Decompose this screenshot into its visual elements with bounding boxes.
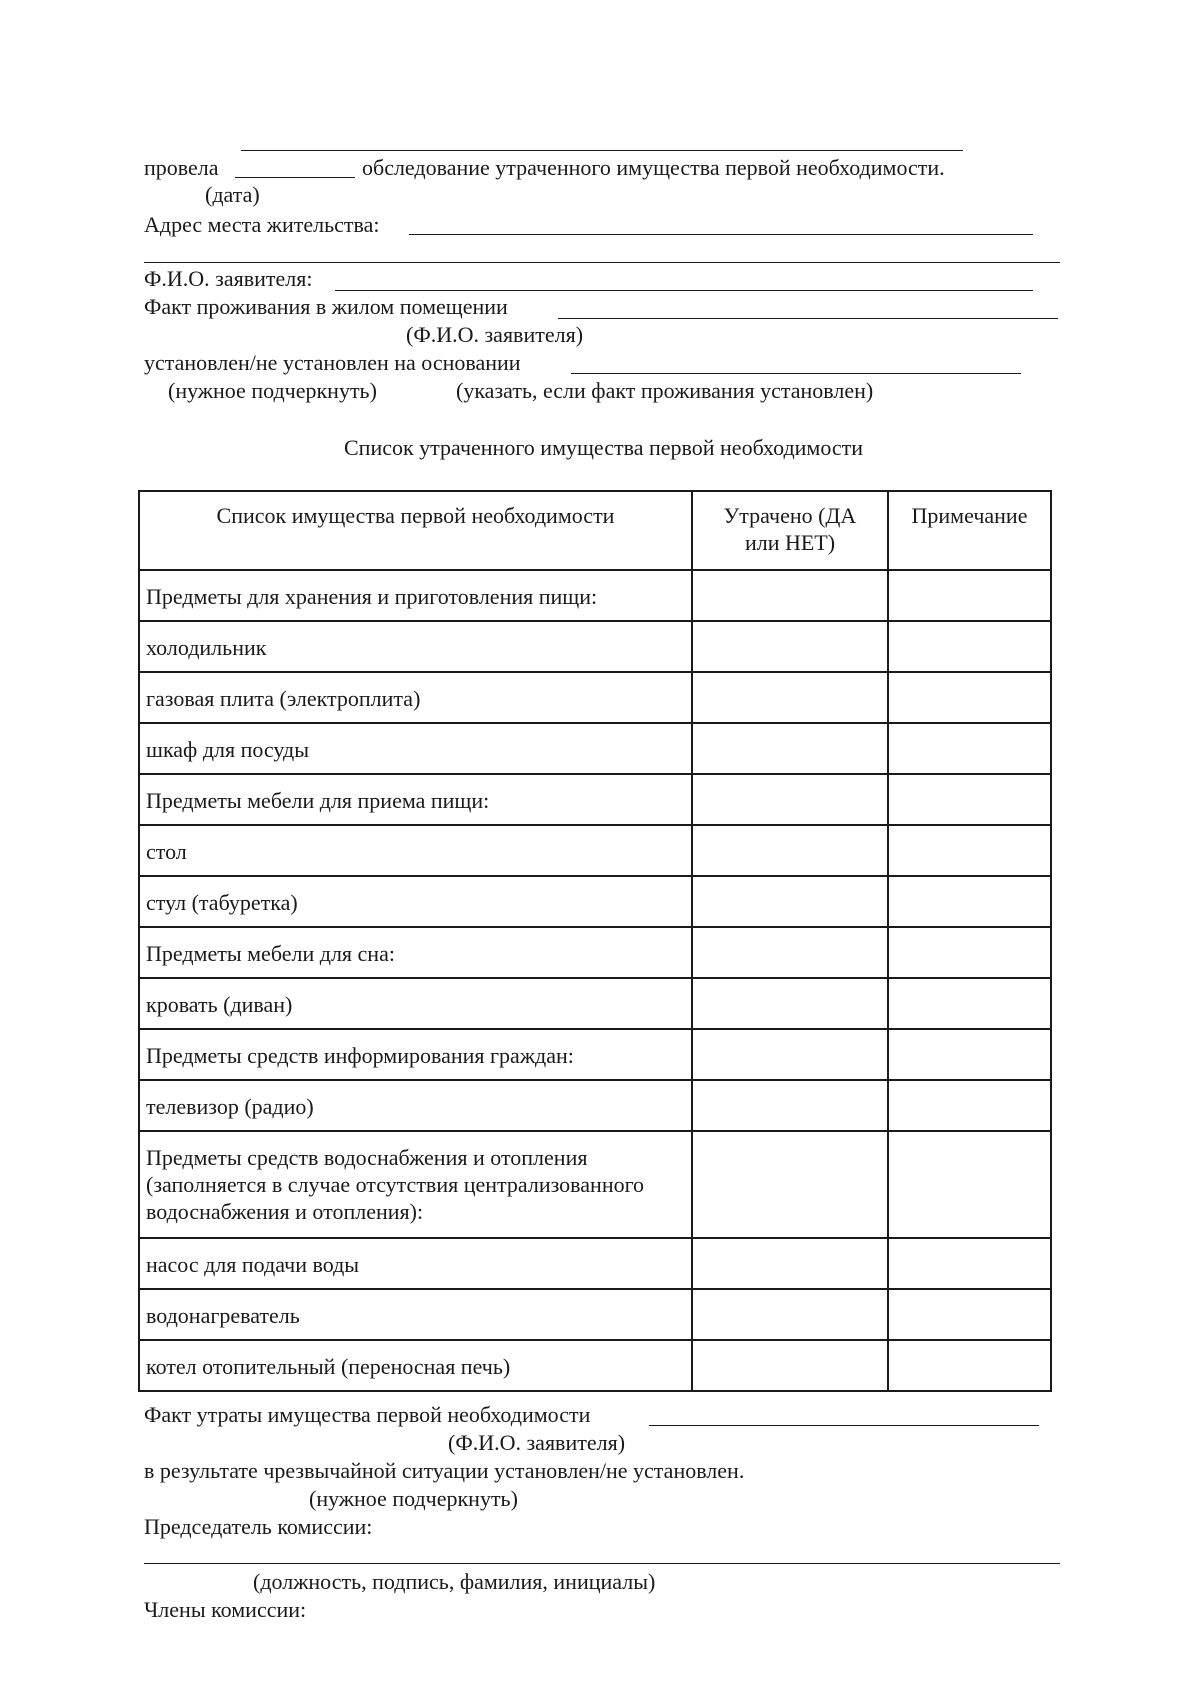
- table-header-row: [139, 491, 1051, 570]
- table-row: [139, 1080, 1051, 1131]
- table-row: [139, 978, 1051, 1029]
- established-label: установлен/не установлен на основании: [144, 350, 521, 375]
- item-name-cell: насос для подачи воды: [139, 1238, 692, 1289]
- item-name-cell: телевизор (радио): [139, 1080, 692, 1131]
- lost-cell[interactable]: [692, 1289, 888, 1340]
- lost-cell[interactable]: [692, 876, 888, 927]
- item-name-cell: кровать (диван): [139, 978, 692, 1029]
- members-label: Члены комиссии:: [144, 1597, 307, 1622]
- item-name-cell: газовая плита (электроплита): [139, 672, 692, 723]
- residence-fact-label: Факт проживания в жилом помещении: [144, 294, 508, 319]
- lost-cell[interactable]: [692, 825, 888, 876]
- item-name-cell: Предметы мебели для приема пищи:: [139, 774, 692, 825]
- loss-fact-label: Факт утраты имущества первой необходимости: [144, 1402, 591, 1427]
- note-cell[interactable]: [888, 774, 1051, 825]
- basis-blank-line[interactable]: [571, 373, 1021, 374]
- item-name-cell: Предметы мебели для сна:: [139, 927, 692, 978]
- lost-cell[interactable]: [692, 1238, 888, 1289]
- note-cell[interactable]: [888, 1289, 1051, 1340]
- item-name-cell: стул (табуретка): [139, 876, 692, 927]
- date-blank-line[interactable]: [235, 177, 355, 178]
- table-row: [139, 1340, 1051, 1391]
- underline-caption-2: (нужное подчеркнуть): [309, 1486, 518, 1511]
- property-table: [138, 490, 1052, 1392]
- residence-applicant-blank-line[interactable]: [558, 318, 1058, 319]
- note-cell[interactable]: [888, 1080, 1051, 1131]
- address-blank-line[interactable]: [409, 234, 1033, 235]
- header-lost: [692, 491, 888, 570]
- lost-cell[interactable]: [692, 621, 888, 672]
- note-cell[interactable]: [888, 1340, 1051, 1391]
- lost-cell[interactable]: [692, 774, 888, 825]
- table-row: [139, 621, 1051, 672]
- table-row: [139, 1238, 1051, 1289]
- specify-caption: (указать, если факт проживания установлен): [456, 378, 874, 403]
- note-cell[interactable]: [888, 876, 1051, 927]
- item-name-cell: Предметы для хранения и приготовления пищи:: [139, 570, 692, 621]
- note-cell[interactable]: [888, 1238, 1051, 1289]
- lost-cell[interactable]: [692, 1080, 888, 1131]
- emergency-line: в результате чрезвычайной ситуации установлен/не установлен.: [144, 1458, 745, 1483]
- table-row: [139, 774, 1051, 825]
- organization-blank-line[interactable]: [241, 150, 963, 151]
- applicant-caption-1: (Ф.И.О. заявителя): [406, 322, 584, 347]
- item-name-cell: Предметы средств информирования граждан:: [139, 1029, 692, 1080]
- header-lost-text: Утрачено (ДА или НЕТ): [723, 503, 857, 555]
- lost-cell[interactable]: [692, 1340, 888, 1391]
- note-cell[interactable]: [888, 825, 1051, 876]
- note-cell[interactable]: [888, 1131, 1051, 1238]
- survey-prefix: провела: [144, 155, 219, 180]
- note-cell[interactable]: [888, 927, 1051, 978]
- loss-applicant-blank-line[interactable]: [649, 1425, 1039, 1426]
- lost-cell[interactable]: [692, 978, 888, 1029]
- table-row: [139, 672, 1051, 723]
- note-cell[interactable]: [888, 723, 1051, 774]
- chairman-signature-line[interactable]: [144, 1563, 1060, 1564]
- list-title: Список утраченного имущества первой необходимости: [344, 435, 864, 460]
- lost-cell[interactable]: [692, 1131, 888, 1238]
- signature-caption: (должность, подпись, фамилия, инициалы): [253, 1569, 656, 1594]
- lost-cell[interactable]: [692, 672, 888, 723]
- item-name-cell: Предметы средств водоснабжения и отопления (заполняется в случае отсутствия централизованного водоснабжения и отопления):: [139, 1131, 692, 1238]
- table-row: [139, 1131, 1051, 1238]
- note-cell[interactable]: [888, 978, 1051, 1029]
- applicant-label: Ф.И.О. заявителя:: [144, 266, 313, 291]
- item-name-cell: водонагреватель: [139, 1289, 692, 1340]
- applicant-blank-line[interactable]: [335, 290, 1033, 291]
- item-name-cell: шкаф для посуды: [139, 723, 692, 774]
- header-note: Примечание: [888, 491, 1051, 570]
- survey-line: [144, 155, 219, 181]
- survey-suffix: обследование утраченного имущества первой необходимости.: [362, 155, 945, 180]
- note-cell[interactable]: [888, 570, 1051, 621]
- address-blank-line-2[interactable]: [144, 262, 1060, 263]
- table-row: [139, 876, 1051, 927]
- note-cell[interactable]: [888, 672, 1051, 723]
- item-name-cell: котел отопительный (переносная печь): [139, 1340, 692, 1391]
- table-row: [139, 570, 1051, 621]
- item-name-cell: стол: [139, 825, 692, 876]
- lost-cell[interactable]: [692, 570, 888, 621]
- table-row: [139, 1029, 1051, 1080]
- date-caption: (дата): [205, 182, 260, 207]
- table-row: [139, 1289, 1051, 1340]
- address-label: Адрес места жительства:: [144, 212, 380, 237]
- item-name-cell: холодильник: [139, 621, 692, 672]
- table-row: [139, 927, 1051, 978]
- lost-cell[interactable]: [692, 927, 888, 978]
- applicant-caption-2: (Ф.И.О. заявителя): [448, 1430, 626, 1455]
- underline-caption-1: (нужное подчеркнуть): [168, 378, 377, 403]
- note-cell[interactable]: [888, 1029, 1051, 1080]
- lost-cell[interactable]: [692, 723, 888, 774]
- header-items: Список имущества первой необходимости: [139, 491, 692, 570]
- table-row: [139, 723, 1051, 774]
- note-cell[interactable]: [888, 621, 1051, 672]
- chairman-label: Председатель комиссии:: [144, 1514, 373, 1539]
- table-row: [139, 825, 1051, 876]
- lost-cell[interactable]: [692, 1029, 888, 1080]
